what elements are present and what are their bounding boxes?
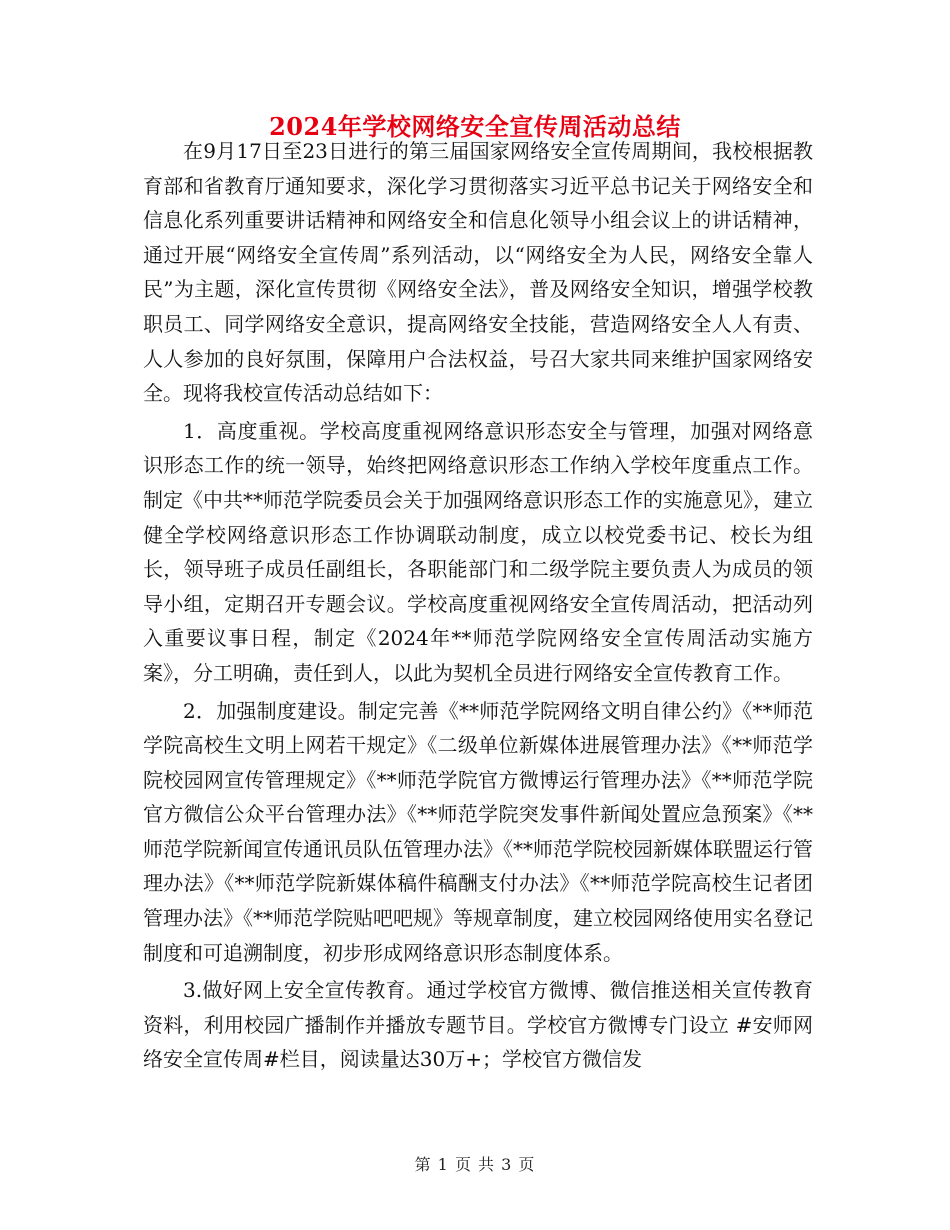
page-number-footer: 第 1 页 共 3 页 [414, 1155, 536, 1174]
document-body [143, 134, 813, 1080]
paragraph-item-2: 2．加强制度建设。制定完善《**师范学院网络文明自律公约》《**师范学院高校生文明上网若干规定》《二级单位新媒体进展管理办法》《**师范学院校园网宣传管理规定》《**师范学院官方微博运行管理办法》《**师范学院官方微信公众平台管理办法》《**师范学院突发事件新闻处置应急预案》《**师范学院新闻宣传通讯员队伍管理办法》《**师范学院校园新媒体联盟运行管理办法》《**师范学院新媒体稿件稿酬支付办法》《**师范学院高校生记者团管理办法》《**师范学院贴吧吧规》等规章制度，建立校园网络使用实名登记制度和可追溯制度，初步形成网络意识形态制度体系。 [143, 698, 813, 965]
document-title: 2024年学校网络安全宣传周活动总结 [269, 112, 681, 141]
paragraph-intro: 在9月17日至23日进行的第三届国家网络安全宣传周期间，我校根据教育部和省教育厅通知要求，深化学习贯彻落实习近平总书记关于网络安全和信息化系列重要讲话精神和网络安全和信息化领导小组会议上的讲话精神，通过开展“网络安全宣传周”系列活动，以“网络安全为人民，网络安全靠人民”为主题，深化宣传贯彻《网络安全法》，普及网络安全知识，增强学校教职员工、同学网络安全意识，提高网络安全技能，营造网络安全人人有责、人人参加的良好氛围，保障用户合法权益，号召大家共同来维护国家网络安全。现将我校宣传活动总结如下： [143, 139, 813, 406]
paragraph-item-1: 1．高度重视。学校高度重视网络意识形态安全与管理，加强对网络意识形态工作的统一领导，始终把网络意识形态工作纳入学校年度重点工作。制定《中共**师范学院委员会关于加强网络意识形态工作的实施意见》，建立健全学校网络意识形态工作协调联动制度，成立以校党委书记、校长为组长，领导班子成员任副组长，各职能部门和二级学院主要负责人为成员的领导小组，定期召开专题会议。学校高度重视网络安全宣传周活动，把活动列入重要议事日程，制定《2024年**师范学院网络安全宣传周活动实施方案》，分工明确，责任到人，以此为契机全员进行网络安全宣传教育工作。 [143, 418, 813, 685]
paragraph-item-3: 3.做好网上安全宣传教育。通过学校官方微博、微信推送相关宣传教育资料，利用校园广播制作并播放专题节目。学校官方微博专门设立 #安师网络安全宣传周#栏目，阅读量达30万+；学校官方微信发 [143, 978, 813, 1072]
